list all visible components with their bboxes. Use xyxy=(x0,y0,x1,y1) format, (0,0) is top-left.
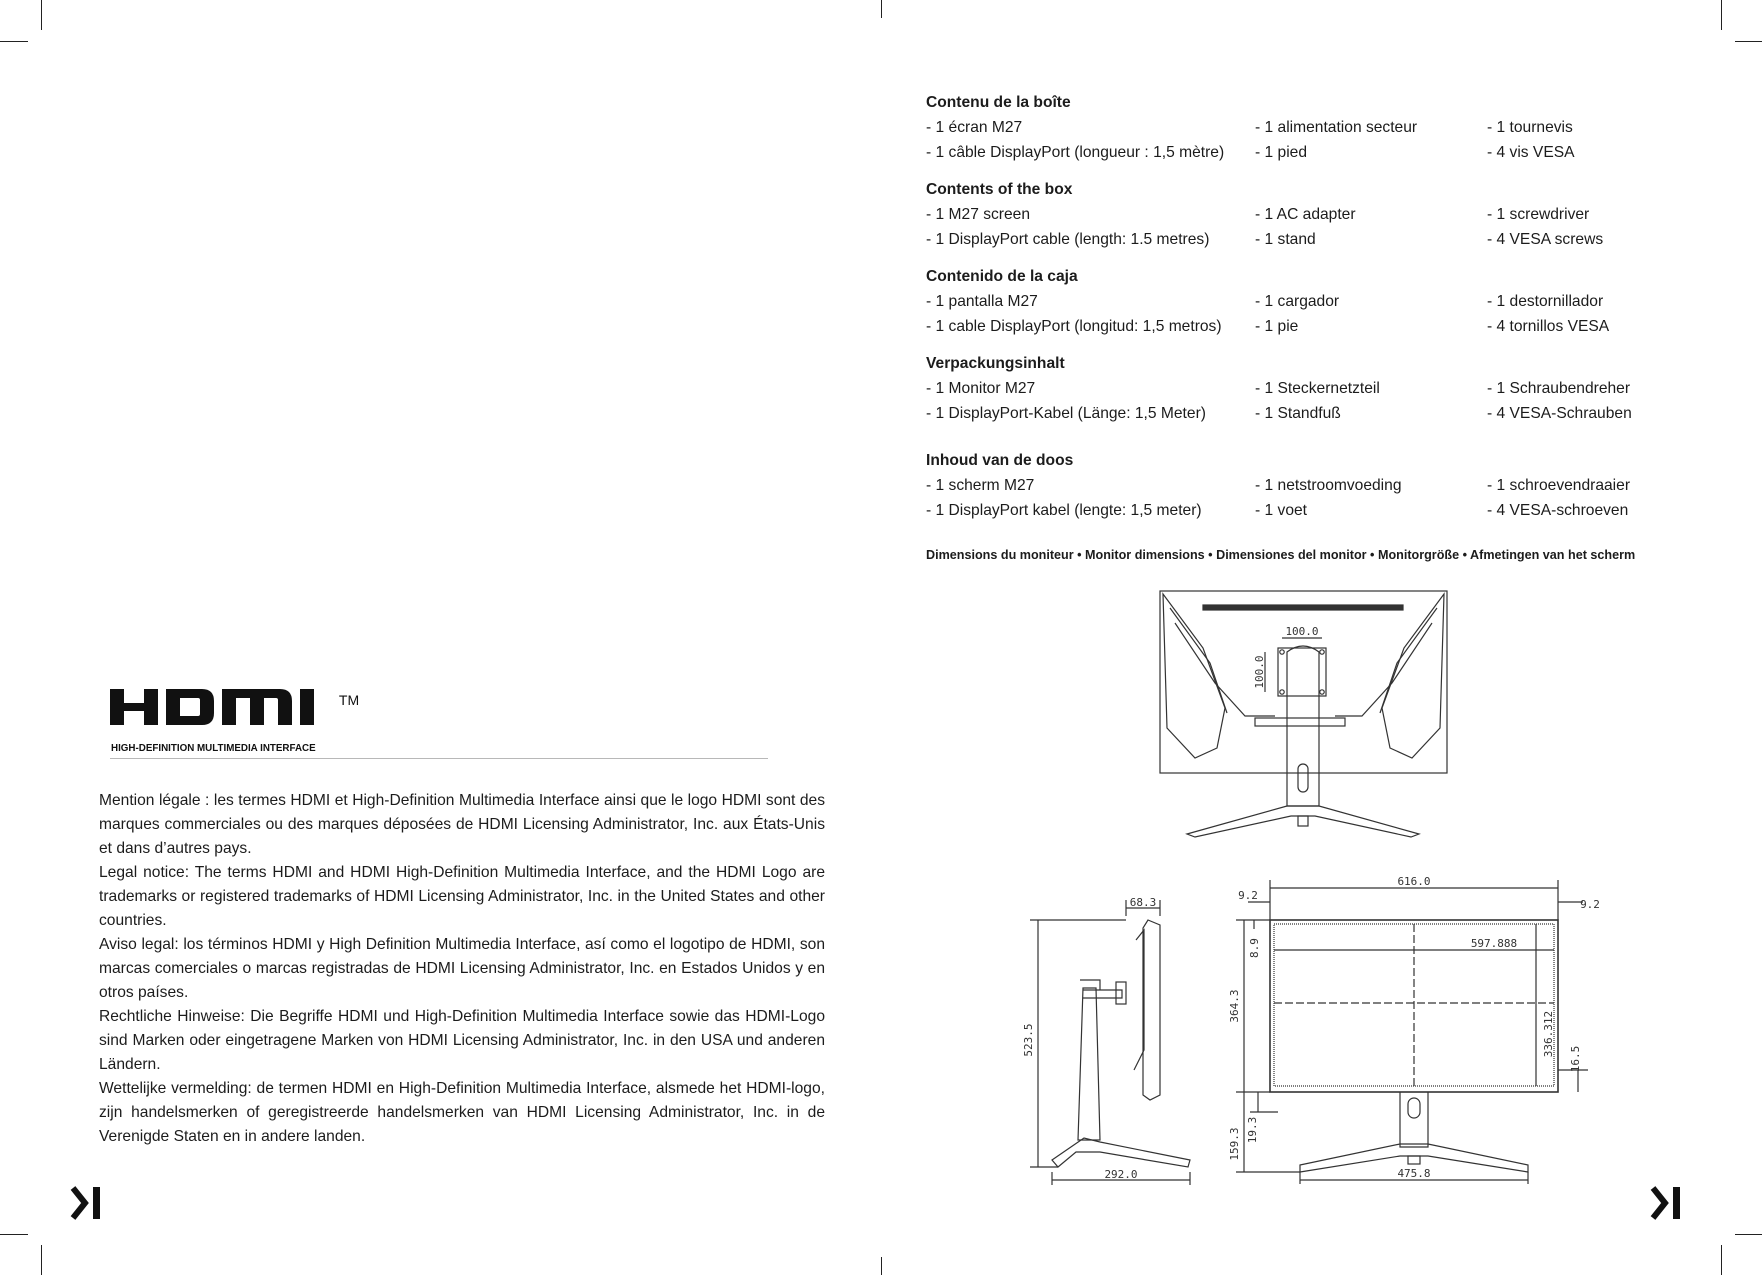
item: - 1 cargador xyxy=(1255,293,1340,310)
crop-mark xyxy=(881,0,882,18)
legal-es: Aviso legal: los términos HDMI y High Definition Multimedia Interface, así como el logotipo de HDMI, son marcas comerciales o marcas registradas de HDMI Licensing Administrator, Inc. en Estados Unidos y en otros países. xyxy=(99,936,825,1001)
crop-mark xyxy=(1735,41,1762,42)
hdmi-logo xyxy=(110,689,375,757)
dim-active-height: 336.312 xyxy=(1542,1010,1555,1058)
section-heading: Verpackungsinhalt xyxy=(926,355,1065,372)
brand-mark-icon xyxy=(1650,1185,1684,1221)
item: - 1 pantalla M27 xyxy=(926,293,1038,310)
dim-active-width: 597.888 xyxy=(1470,937,1518,950)
legal-en: Legal notice: The terms HDMI and HDMI High-Definition Multimedia Interface, and the HDMI Logo are trademarks or registered trademarks of HDMI Licensing Administrator, Inc. in the United States and other countries. xyxy=(99,864,825,929)
legal-de: Rechtliche Hinweise: Die Begriffe HDMI und High-Definition Multimedia Interface sowie das HDMI-Logo sind Marken oder eingetragene Marken von HDMI Licensing Administrator, Inc. in den USA und anderen Ländern. xyxy=(99,1008,825,1073)
side-view-drawing xyxy=(1018,880,1198,1185)
item: - 1 écran M27 xyxy=(926,119,1023,136)
crop-mark xyxy=(41,0,42,30)
dim-stand-height: 159.3 xyxy=(1228,1127,1241,1161)
crop-mark xyxy=(881,1257,882,1275)
section-heading: Contenido de la caja xyxy=(926,268,1078,285)
item: - 1 schroevendraaier xyxy=(1487,477,1631,494)
item: - 1 M27 screen xyxy=(926,206,1031,223)
dimensions-title: Dimensions du moniteur • Monitor dimensions • Dimensiones del monitor • Monitorgröße • Afmetingen van het scherm xyxy=(926,548,1636,562)
divider xyxy=(110,758,768,759)
crop-mark xyxy=(1721,1245,1722,1275)
hdmi-trademark: TM xyxy=(338,692,360,708)
item: - 4 tornillos VESA xyxy=(1487,318,1610,335)
crop-mark xyxy=(0,41,28,42)
dim-base-depth: 292.0 xyxy=(1104,1168,1138,1181)
dim-total-height: 523.5 xyxy=(1022,1023,1035,1057)
item: - 1 DisplayPort cable (length: 1.5 metres) xyxy=(926,231,1210,248)
legal-nl: Wettelijke vermelding: de termen HDMI en High-Definition Multimedia Interface, alsmede het HDMI-logo, zijn handelsmerken of geregistreerde handelsmerken van HDMI Licensing Administrator, Inc. in de Verenigde Staten en in andere landen. xyxy=(99,1080,825,1145)
crop-mark xyxy=(41,1245,42,1275)
dim-bezel-right: 9.2 xyxy=(1580,898,1600,911)
legal-notice xyxy=(99,789,825,1149)
dim-bezel-bottom: 16.5 xyxy=(1569,1045,1582,1073)
item: - 4 VESA-schroeven xyxy=(1487,502,1629,519)
item: - 1 Schraubendreher xyxy=(1487,380,1631,397)
section-heading: Inhoud van de doos xyxy=(926,452,1074,469)
dim-bezel-top: 8.9 xyxy=(1248,938,1261,958)
item: - 1 tournevis xyxy=(1487,119,1573,136)
item: - 1 cable DisplayPort (longitud: 1,5 metros) xyxy=(926,318,1222,335)
legal-fr: Mention légale : les termes HDMI et High-Definition Multimedia Interface ainsi que le logo HDMI sont des marques commerciales ou des marques déposées de HDMI Licensing Administrator, Inc. aux États-Unis et dans d’autres pays. xyxy=(99,792,825,857)
item: - 1 destornillador xyxy=(1487,293,1604,310)
dim-bezel-left: 9.2 xyxy=(1238,889,1258,902)
item: - 1 câble DisplayPort (longueur : 1,5 mètre) xyxy=(926,144,1225,161)
dim-total-width: 616.0 xyxy=(1397,875,1431,888)
crop-mark xyxy=(1735,1234,1762,1235)
dim-vesa-w: 100.0 xyxy=(1285,625,1319,638)
item: - 1 alimentation secteur xyxy=(1255,119,1418,136)
item: - 4 vis VESA xyxy=(1487,144,1575,161)
dim-base-width: 475.8 xyxy=(1397,1167,1431,1180)
dim-vesa-h: 100.0 xyxy=(1253,655,1266,689)
rear-view-drawing xyxy=(1155,588,1451,840)
crop-mark xyxy=(1721,0,1722,30)
dim-stand-gap: 19.3 xyxy=(1246,1116,1259,1144)
item: - 1 DisplayPort kabel (lengte: 1,5 meter) xyxy=(926,502,1202,519)
front-view-drawing xyxy=(1218,872,1610,1184)
crop-mark xyxy=(0,1234,28,1235)
brand-mark-icon xyxy=(70,1185,104,1221)
hdmi-tagline: HIGH-DEFINITION MULTIMEDIA INTERFACE xyxy=(111,743,316,754)
item: - 1 Monitor M27 xyxy=(926,380,1036,397)
item: - 1 voet xyxy=(1255,502,1308,519)
section-heading: Contents of the box xyxy=(926,181,1073,198)
item: - 1 pied xyxy=(1255,144,1308,161)
item: - 1 stand xyxy=(1255,231,1316,248)
section-heading: Contenu de la boîte xyxy=(926,94,1071,111)
dim-panel-height: 364.3 xyxy=(1228,989,1241,1023)
item: - 1 pie xyxy=(1255,318,1299,335)
item: - 1 scherm M27 xyxy=(926,477,1035,494)
item: - 4 VESA-Schrauben xyxy=(1487,405,1632,422)
item: - 1 Standfuß xyxy=(1255,405,1341,422)
dim-side-depth: 68.3 xyxy=(1129,896,1157,909)
item: - 1 netstroomvoeding xyxy=(1255,477,1402,494)
item: - 1 screwdriver xyxy=(1487,206,1590,223)
item: - 1 DisplayPort-Kabel (Länge: 1,5 Meter) xyxy=(926,405,1206,422)
item: - 1 Steckernetzteil xyxy=(1255,380,1380,397)
item: - 4 VESA screws xyxy=(1487,231,1604,248)
item: - 1 AC adapter xyxy=(1255,206,1356,223)
